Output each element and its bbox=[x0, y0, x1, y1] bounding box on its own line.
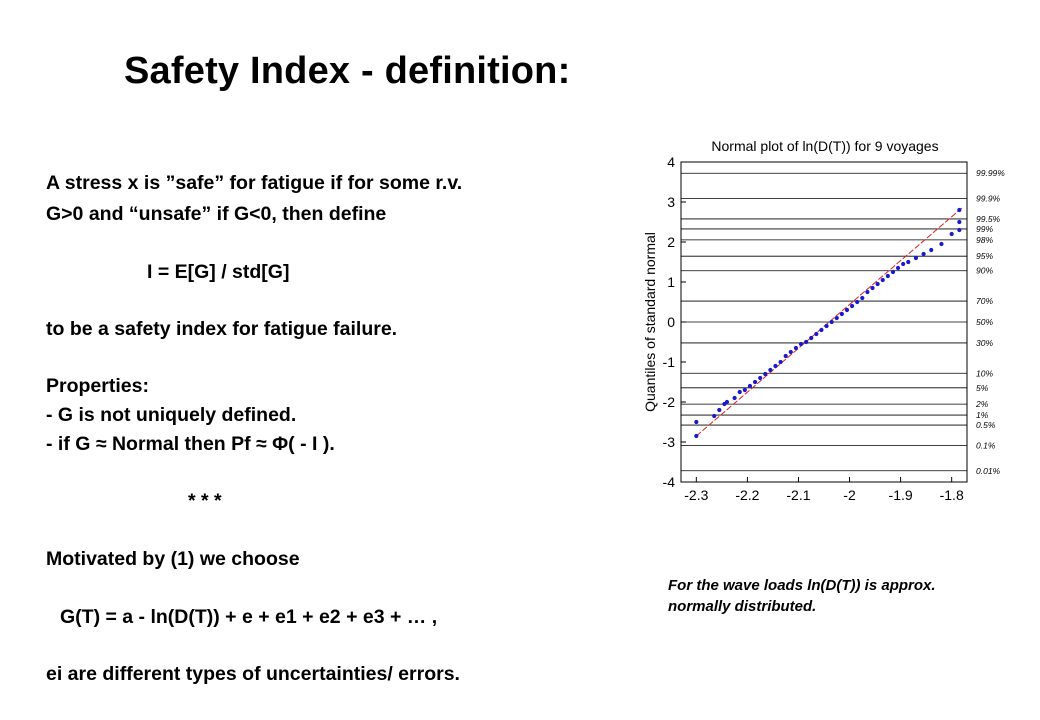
probability-label: 0.1% bbox=[976, 440, 996, 451]
data-point bbox=[794, 346, 798, 350]
data-point bbox=[921, 252, 925, 256]
body-line-g-formula: G(T) = a - ln(D(T)) + e + e1 + e2 + e3 + … , bbox=[60, 606, 438, 628]
y-tick-label: -1 bbox=[662, 354, 675, 370]
probability-label: 5% bbox=[976, 382, 989, 393]
body-line-safety-index: to be a safety index for fatigue failure. bbox=[46, 318, 398, 340]
data-point bbox=[768, 368, 772, 372]
data-point bbox=[939, 242, 943, 246]
probability-label: 90% bbox=[976, 265, 994, 276]
probability-label: 30% bbox=[976, 337, 994, 348]
chart-caption-line-1: For the wave loads ln(D(T)) is approx. bbox=[668, 577, 936, 594]
data-point bbox=[876, 282, 880, 286]
x-tick-label: -1.8 bbox=[939, 487, 964, 503]
x-tick-label: -2.1 bbox=[786, 487, 811, 503]
data-point bbox=[804, 340, 808, 344]
data-point bbox=[799, 342, 803, 346]
data-point bbox=[929, 248, 933, 252]
x-tick-label: -1.9 bbox=[888, 487, 913, 503]
body-line-errors: ei are different types of uncertainties/ errors. bbox=[46, 663, 460, 685]
data-point bbox=[906, 260, 910, 264]
data-point bbox=[738, 390, 742, 394]
chart-title: Normal plot of ln(D(T)) for 9 voyages bbox=[711, 138, 939, 154]
data-point bbox=[901, 262, 905, 266]
body-line-stress-safe: A stress x is ”safe” for fatigue if for some r.v. bbox=[46, 172, 463, 194]
data-point bbox=[758, 376, 762, 380]
data-point bbox=[763, 372, 767, 376]
probability-label: 1% bbox=[976, 410, 989, 421]
data-point bbox=[855, 300, 859, 304]
data-point bbox=[850, 304, 854, 308]
data-point bbox=[733, 396, 737, 400]
body-line-motivated: Motivated by (1) we choose bbox=[46, 548, 300, 570]
y-tick-label: 1 bbox=[667, 274, 675, 290]
body-line-property-1: - G is not uniquely defined. bbox=[46, 404, 297, 426]
probability-label: 98% bbox=[976, 234, 994, 245]
data-point bbox=[896, 266, 900, 270]
data-point bbox=[694, 420, 698, 424]
data-point bbox=[778, 360, 782, 364]
probability-label: 99.99% bbox=[976, 168, 1005, 179]
data-point bbox=[886, 274, 890, 278]
data-point bbox=[725, 400, 729, 404]
y-tick-label: -4 bbox=[662, 474, 675, 490]
y-tick-label: 4 bbox=[667, 154, 675, 170]
data-point bbox=[840, 312, 844, 316]
data-point bbox=[950, 232, 954, 236]
x-tick-label: -2 bbox=[843, 487, 856, 503]
slide-title: Safety Index - definition: bbox=[124, 50, 571, 92]
y-axis-label: Quantiles of standard normal bbox=[642, 232, 658, 412]
data-point bbox=[824, 324, 828, 328]
data-point bbox=[814, 332, 818, 336]
probability-label: 95% bbox=[976, 251, 994, 262]
data-point bbox=[881, 278, 885, 282]
data-point bbox=[865, 290, 869, 294]
data-point bbox=[860, 296, 864, 300]
data-point bbox=[712, 414, 716, 418]
probability-label: 0.01% bbox=[976, 465, 1001, 476]
probability-label: 2% bbox=[976, 399, 989, 410]
data-point bbox=[891, 270, 895, 274]
data-point bbox=[753, 380, 757, 384]
y-tick-label: 3 bbox=[667, 194, 675, 210]
y-tick-label: 0 bbox=[667, 314, 675, 330]
data-point bbox=[694, 434, 698, 438]
data-point bbox=[870, 286, 874, 290]
probability-label: 99% bbox=[976, 223, 994, 234]
body-line-separator: * * * bbox=[188, 490, 222, 512]
data-point bbox=[830, 320, 834, 324]
data-point bbox=[835, 316, 839, 320]
data-point bbox=[819, 328, 823, 332]
data-point bbox=[748, 384, 752, 388]
body-line-property-2: - if G ≈ Normal then Pf ≈ Φ( - I ). bbox=[46, 433, 335, 455]
data-point bbox=[809, 336, 813, 340]
probability-label: 70% bbox=[976, 296, 994, 307]
data-point bbox=[914, 256, 918, 260]
probability-label: 0.5% bbox=[976, 420, 996, 431]
probability-label: 99.5% bbox=[976, 213, 1001, 224]
body-line-unsafe: G>0 and “unsafe” if G<0, then define bbox=[46, 203, 387, 225]
body-line-properties: Properties: bbox=[46, 375, 149, 397]
data-point bbox=[784, 354, 788, 358]
y-tick-label: 2 bbox=[667, 234, 675, 250]
y-tick-label: -2 bbox=[662, 394, 675, 410]
data-point bbox=[773, 364, 777, 368]
x-tick-label: -2.3 bbox=[684, 487, 709, 503]
data-point bbox=[957, 228, 961, 232]
probability-label: 10% bbox=[976, 368, 994, 379]
data-point bbox=[957, 208, 961, 212]
data-point bbox=[789, 350, 793, 354]
y-tick-label: -3 bbox=[662, 434, 675, 450]
probability-label: 50% bbox=[976, 317, 994, 327]
body-line-index-formula: I = E[G] / std[G] bbox=[147, 261, 290, 283]
data-point bbox=[957, 220, 961, 224]
x-tick-label: -2.2 bbox=[735, 487, 760, 503]
data-point bbox=[845, 308, 849, 312]
data-point bbox=[717, 408, 721, 412]
data-point bbox=[743, 388, 747, 392]
chart-caption-line-2: normally distributed. bbox=[668, 598, 817, 615]
probability-label: 99.9% bbox=[976, 193, 1001, 204]
